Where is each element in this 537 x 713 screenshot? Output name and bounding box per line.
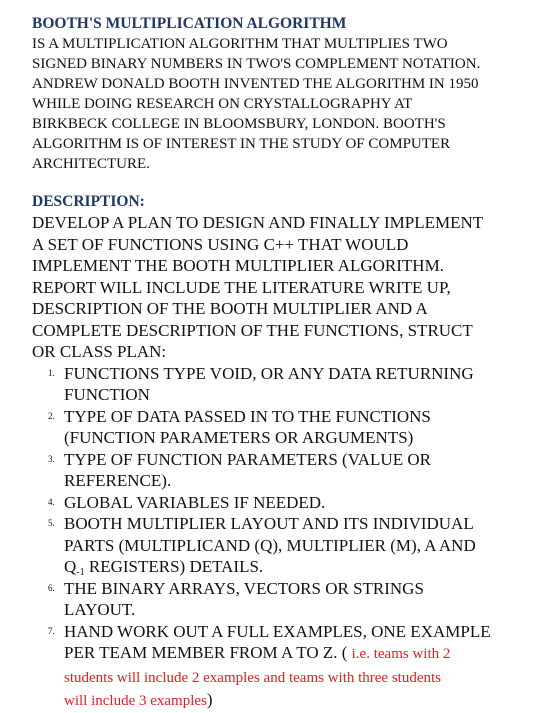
list-item [32, 406, 522, 449]
list-item [32, 621, 522, 713]
list-item [32, 492, 522, 514]
intro-paragraph: IS A MULTIPLICATION ALGORITHM THAT MULTIPLIES TWO SIGNED BINARY NUMBERS IN TWO'S COMPLEMENT NOTATION. ANDREW DONALD BOOTH INVENTED THE ALGORITHM IN 1950 WHILE DOING RESEARCH ON CRYSTALLOGRAPHY AT BIRKBECK COLLEGE IN BLOOMSBURY, LONDON. BOOTH'S ALGORITHM IS OF INTEREST IN THE STUDY OF COMPUTER ARCHITECTURE. [32, 36, 481, 172]
list-item-text [64, 514, 476, 576]
list-item-text-before: HAND WORK OUT A FULL EXAMPLES, ONE EXAMPLE PER TEAM MEMBER FROM A TO Z. ( [64, 621, 491, 662]
list-number: 2. [48, 410, 55, 421]
document-page [32, 14, 522, 713]
list-item-text: TYPE OF FUNCTION PARAMETERS (VALUE OR REFERENCE). [64, 449, 431, 490]
description-heading: DESCRIPTION: [32, 193, 145, 210]
list-item [32, 513, 522, 578]
subscript-minus-one: -1 [76, 567, 85, 578]
list-item [32, 363, 522, 406]
list-item-text: GLOBAL VARIABLES IF NEEDED. [64, 492, 326, 512]
list-number: 3. [48, 453, 55, 464]
list-item-text-after: REGISTERS) DETAILS. [84, 557, 264, 576]
list-number: 4. [48, 496, 55, 507]
list-item-text-before: BOOTH MULTIPLIER LAYOUT AND ITS INDIVIDUAL PARTS (MULTIPLICAND (Q), MULTIPLIER (M), A AND Q [64, 514, 476, 576]
list-item-text: THE BINARY ARRAYS, VECTORS OR STRINGS LAYOUT. [64, 578, 424, 619]
list-number: 5. [48, 518, 55, 528]
list-number: 6. [48, 582, 55, 593]
list-item [32, 578, 522, 621]
list-number: 1. [48, 367, 55, 378]
requirements-list [32, 363, 522, 713]
description-paragraph: DEVELOP A PLAN TO DESIGN AND FINALLY IMPLEMENT A SET OF FUNCTIONS USING C++ THAT WOULD IMPLEMENT THE BOOTH MULTIPLIER ALGORITHM. REPORT WILL INCLUDE THE LITERATURE WRITE UP, DESCRIPTION OF THE BOOTH MULTIPLIER AND A COMPLETE DESCRIPTION OF THE FUNCTIONS, STRUCT OR CLASS PLAN: [32, 213, 484, 361]
list-item-text: FUNCTIONS TYPE VOID, OR ANY DATA RETURNING FUNCTION [64, 363, 474, 404]
list-item-text-after: ) [206, 690, 213, 709]
section-spacer [32, 174, 522, 192]
list-item-text [64, 622, 491, 710]
team-examples-note: i.e. teams with 2 students will include 2 examples and teams with three students will include 3 examples [64, 646, 451, 709]
document-title: BOOTH'S MULTIPLICATION ALGORITHM [32, 15, 347, 32]
list-item-text: TYPE OF DATA PASSED IN TO THE FUNCTIONS (FUNCTION PARAMETERS OR ARGUMENTS) [64, 406, 431, 447]
list-item [32, 449, 522, 492]
list-number: 7. [48, 625, 55, 636]
